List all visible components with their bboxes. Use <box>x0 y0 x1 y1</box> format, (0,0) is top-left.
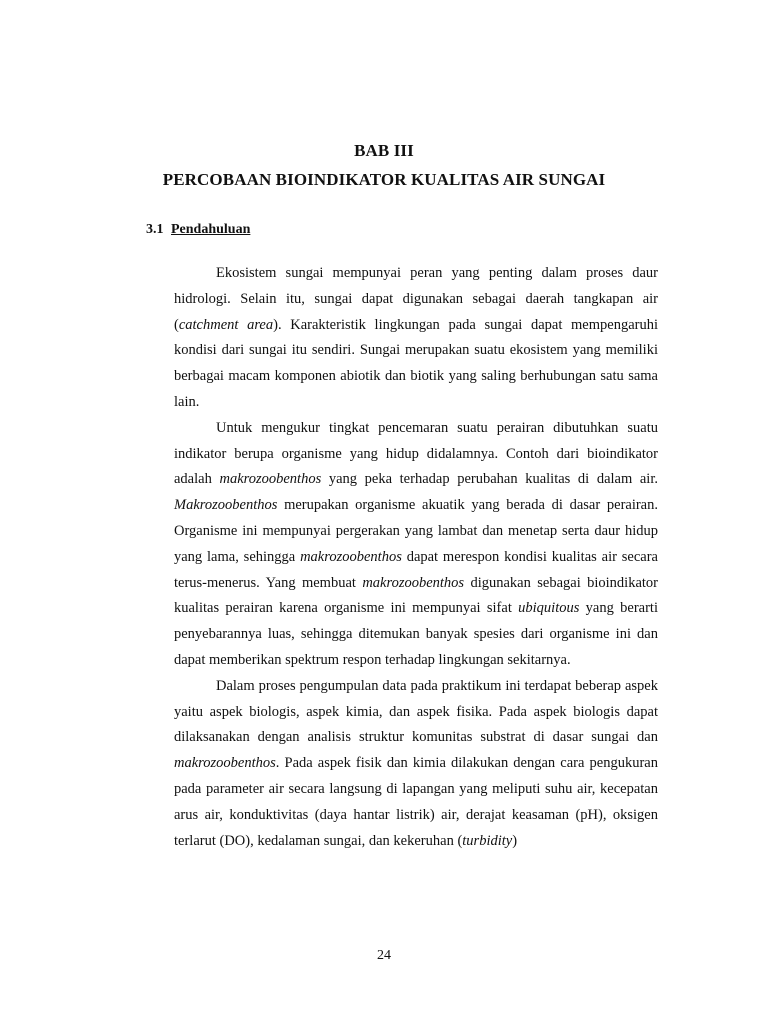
text-run: Ekosistem sungai mempunyai peran yang penting dalam proses daur hidrologi. Selain itu, sungai dapat digunakan sebagai daerah tangkapan air ( <box>174 265 658 333</box>
body-text <box>174 261 658 854</box>
paragraph-2 <box>174 416 658 674</box>
text-run: merupakan organisme akuatik yang berada di dasar perairan. Organisme ini mempunyai pergerakan yang lambat dan menetap serta daur hidup yang lama, sehingga <box>174 497 658 565</box>
section-heading <box>146 222 250 238</box>
text-run: ). Karakteristik lingkungan pada sungai dapat mempengaruhi kondisi dari sungai itu sendiri. Sungai merupakan suatu ekosistem yang memiliki berbagai macam komponen abiotik dan biotik yang saling berhubungan satu sama lain. <box>174 316 658 410</box>
paragraph-1 <box>174 261 658 416</box>
text-run: yang peka terhadap perubahan kualitas di dalam air. <box>321 471 658 488</box>
italic-term: Makrozoobenthos <box>174 497 278 514</box>
text-run: digunakan sebagai bioindikator kualitas perairan karena organisme ini mempunyai sifat <box>174 574 658 617</box>
italic-term: makrozoobenthos <box>362 574 465 591</box>
text-run: ) <box>512 832 518 849</box>
italic-term: ubiquitous <box>518 600 580 617</box>
text-run: yang berarti penyebarannya luas, sehingga ditemukan banyak spesies dari organisme ini dan dapat memberikan spektrum respon terhadap lingkungan sekitarnya. <box>174 600 658 668</box>
italic-term: turbidity <box>462 832 513 849</box>
italic-term: makrozoobenthos <box>174 755 276 772</box>
text-run: dapat merespon kondisi kualitas air secara terus-menerus. Yang membuat <box>174 548 658 591</box>
text-run: Untuk mengukur tingkat pencemaran suatu perairan dibutuhkan suatu indikator berupa organisme yang hidup didalamnya. Contoh dari bioindikator adalah <box>174 419 658 488</box>
text-run: . Pada aspek fisik dan kimia dilakukan dengan cara pengukuran pada parameter air secara langsung di lapangan yang meliputi suhu air, kecepatan arus air, konduktivitas (daya hantar listrik) air, derajat keasaman (pH), oksigen terlarut (DO), kedalaman sungai, dan kekeruhan ( <box>174 755 658 849</box>
paragraph-3 <box>174 674 658 855</box>
chapter-title: PERCOBAAN BIOINDIKATOR KUALITAS AIR SUNGAI <box>162 170 606 189</box>
page-number: 24 <box>377 948 391 963</box>
section-name: Pendahuluan <box>171 222 251 237</box>
italic-term: makrozoobenthos <box>219 471 322 488</box>
italic-term: makrozoobenthos <box>300 548 402 565</box>
text-run: Dalam proses pengumpulan data pada praktikum ini terdapat beberap aspek yaitu aspek biologis, aspek kimia, dan aspek fisika. Pada aspek biologis dapat dilaksanakan dengan analisis struktur komunitas substrat di dasar sungai dan <box>174 677 658 746</box>
italic-term: catchment area <box>178 316 274 333</box>
chapter-heading: BAB III <box>354 141 414 160</box>
section-number: 3.1 <box>146 222 164 237</box>
